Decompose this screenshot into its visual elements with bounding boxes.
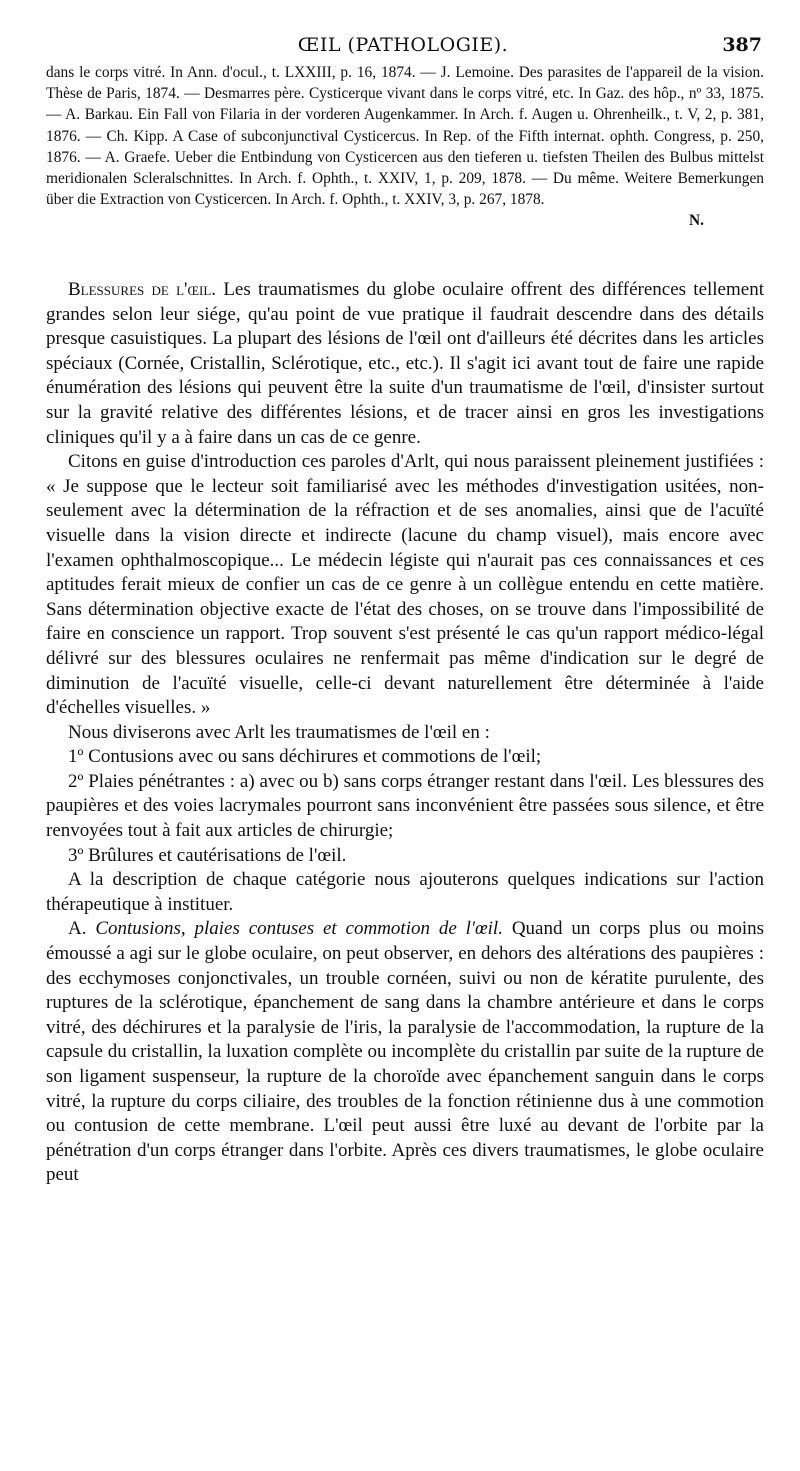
main-text <box>46 278 764 1188</box>
section-paragraph-1 <box>46 278 764 450</box>
list-item-2: 2º Plaies pénétrantes : a) avec ou b) sans corps étranger restant dans l'œil. Les blessures des paupières et des voies lacrymales pourront sans inconvénient être passées sous silence, et être renvoyées tout à fait aux articles de chirurgie; <box>46 770 764 842</box>
bibliography-block <box>46 62 764 232</box>
paragraph-division: Nous diviserons avec Arlt les traumatismes de l'œil en : <box>68 721 490 743</box>
page-number: 387 <box>722 34 762 56</box>
list-item-1: 1º Contusions avec ou sans déchirures et commotions de l'œil; <box>68 746 542 768</box>
subsection-title: Contusions, plaies contuses et commotion de l'œil. <box>95 918 503 940</box>
author-signature: N. <box>689 212 704 230</box>
running-header <box>44 34 762 58</box>
paragraph-text: Les traumatismes du globe oculaire offrent des différences tellement grandes selon leur siége, qu'au point de vue pratique il faudrait descendre dans des détails presque casuistiques. La plupart des lésions de l'œil ont d'ailleurs été décrites dans les articles spéciaux (Cornée, Cristallin, Sclérotique, etc., etc.). Il s'agit ici avant tout de faire une rapide énumération des lésions qui peuvent être la suite d'un traumatisme de l'œil, d'insister surtout sur la gravité relative des différentes lésions, et de tracer ainsi en gros les investigations cliniques qu'il y a à faire dans un cas de ce genre. <box>46 279 764 448</box>
subsection-label: A. <box>68 918 87 940</box>
paragraph-therapeutics: A la description de chaque catégorie nous ajouterons quelques indications sur l'action thérapeutique à instituer. <box>46 869 764 915</box>
section-heading: Blessures de l'œil. <box>68 279 217 300</box>
running-title: ŒIL (PATHOLOGIE). <box>297 34 509 56</box>
bibliography-entry: dans le corps vitré. In Ann. d'ocul., t. LXXIII, p. 16, 1874. — J. Lemoine. Des parasites de l'appareil de la vision. Thèse de Paris, 1874. — Desmarres père. Cysticerque vivant dans le corps vitré, etc. In Gaz. des hôp., nº 33, 1875. — A. Barkau. Ein Fall von Filaria in der vorderen Augenkammer. In Arch. f. Augen u. Ohrenheilk., t. V, 2, p. 381, 1876. — Ch. Kipp. A Case of subconjunctival Cysticercus. In Rep. of the Fifth internat. ophth. Congress, p. 250, 1876. — A. Graefe. Ueber die Entbindung von Cysticercen aus den tieferen u. tiefsten Theilen des Bulbus mittelst meridionalen Scleralschnittes. In Arch. f. Ophth., t. XXIV, 1, p. 209, 1878. — Du même. Weitere Bemerkungen über die Extraction von Cysticercen. In Arch. f. Ophth., t. XXIV, 3, p. 267, 1878. <box>46 64 764 209</box>
subsection-text: Quand un corps plus ou moins émoussé a agi sur le globe oculaire, on peut observer, en dehors des altérations des paupières : des ecchymoses conjonctivales, un trouble cornéen, suivi ou non de kératite purulente, des ruptures de la sclérotique, épanchement de sang dans la chambre antérieure et dans le corps vitré, des déchirures et la paralysie de l'iris, la paralysie de l'accommodation, la rupture de la capsule du cristallin, la luxation complète ou incomplète du cristallin par suite de la rupture de son ligament suspenseur, la rupture de la choroïde avec épanchement sanguin dans le corps vitré, la rupture du corps ciliaire, des troubles de la fonction rétinienne dus à une commotion ou contusion de cette membrane. L'œil peut aussi être luxé au devant de l'orbite par la pénétration d'un corps étranger dans l'orbite. Après ces divers traumatismes, le globe oculaire peut <box>46 918 765 1186</box>
list-item-3: 3º Brûlures et cautérisations de l'œil. <box>68 844 347 866</box>
paragraph-arlt-quote: Citons en guise d'introduction ces paroles d'Arlt, qui nous paraissent pleinement justifiées : « Je suppose que le lecteur soit familiarisé avec les méthodes d'investigation usitées, non-seulement avec la détermination de la réfraction et de ses anomalies, ainsi que de l'acuïté visuelle dans la vision directe et indirecte (lacune du champ visuel), mais encore avec l'examen ophthalmoscopique... Le médecin légiste qui n'aurait pas ces connaissances et ces aptitudes ferait mieux de confier un cas de ce genre à un collègue entendu en cette matière. Sans détermination objective exacte de l'état des choses, on se trouve dans l'impossibilité de faire en conscience un rapport. Trop souvent s'est présenté le cas qu'un rapport médico-légal délivré sur des blessures oculaires ne renfermait pas même d'indication sur le degré de diminution de l'acuïté visuelle, celle-ci devant naturellement être déterminée à l'aide d'échelles visuelles. » <box>46 451 764 719</box>
subsection-paragraph <box>46 917 764 1188</box>
